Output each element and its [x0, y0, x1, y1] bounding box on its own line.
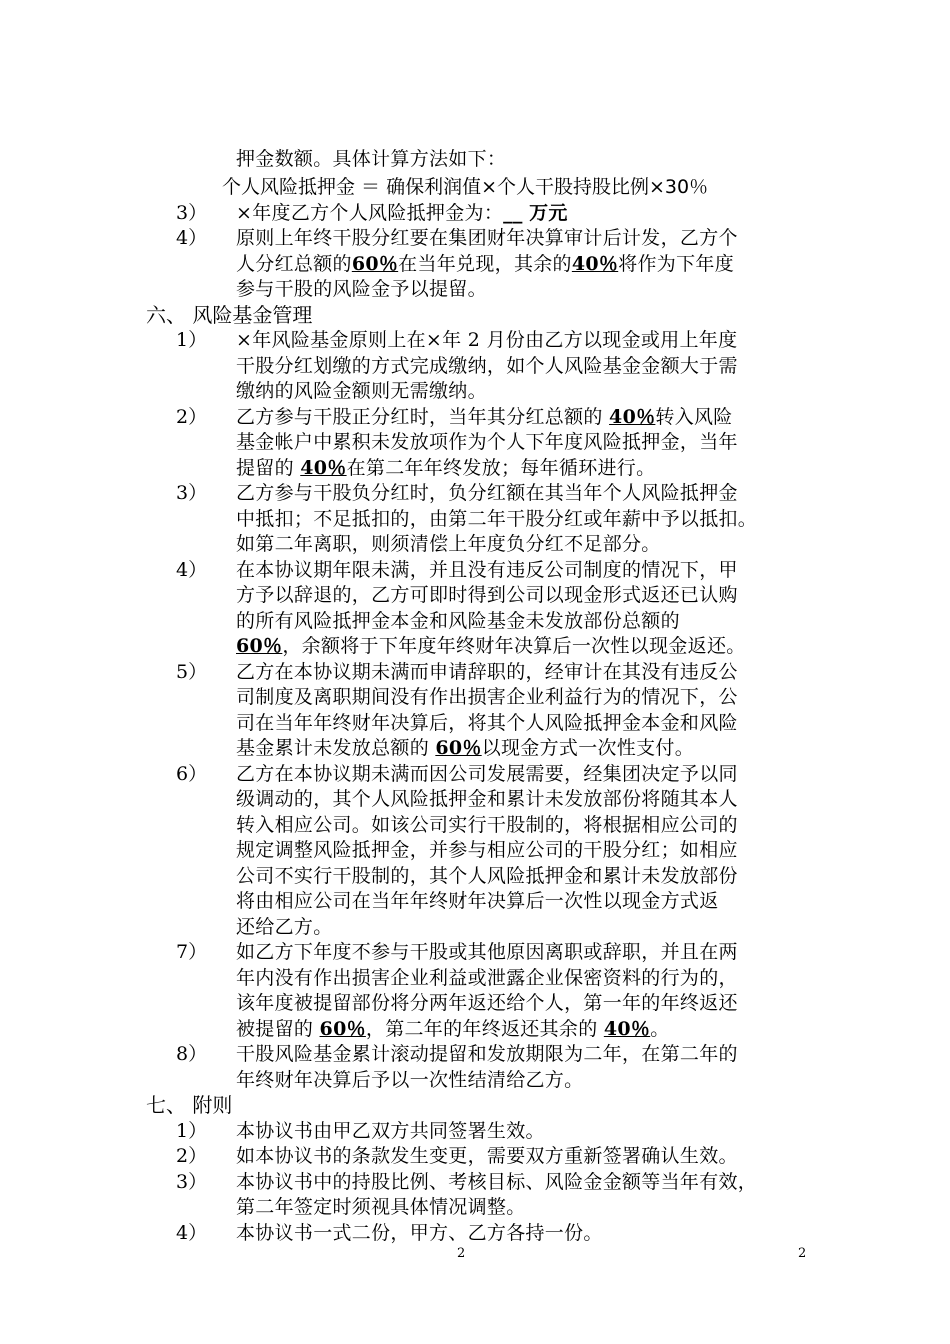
list-item-line: 司制度及离职期间没有作出损害企业利益行为的情况下，公: [236, 686, 738, 708]
formula-line: 个人风险抵押金 ＝ 确保利润值×个人干股持股比例×30％: [222, 176, 709, 198]
calc-method-line: 押金数额。具体计算方法如下：: [236, 148, 507, 170]
list-item-line: 级调动的，其个人风险抵押金和累计未发放部份将随其本人: [236, 788, 738, 810]
list-item-line: 乙方在本协议期未满而申请辞职的，经审计在其没有违反公: [236, 661, 738, 683]
list-item-line: 本协议书由甲乙双方共同签署生效。: [236, 1120, 545, 1142]
list-item-line: 中抵扣；不足抵扣的，由第二年干股分红或年薪中予以抵扣。: [236, 508, 758, 530]
list-item-line: 方予以辞退的，乙方可即时得到公司以现金形式返还已认购: [236, 584, 738, 606]
list-item-line: 还给乙方。: [236, 916, 333, 938]
list-item-line: 转入相应公司。如该公司实行干股制的，将根据相应公司的: [236, 814, 738, 836]
item-number: 2）: [176, 406, 208, 428]
list-item-line: 60％，余额将于下年度年终财年决算后一次性以现金返还。: [236, 635, 746, 657]
item-number: 8）: [176, 1043, 208, 1065]
list-item-line: 乙方参与干股正分红时，当年其分红总额的 40％转入风险: [236, 406, 733, 428]
item-number: 4）: [176, 1222, 208, 1244]
list-item-line: 提留的 40％在第二年年终发放；每年循环进行。: [236, 457, 656, 479]
item-number: 7）: [176, 941, 208, 963]
item-number: 4）: [176, 559, 208, 581]
list-item-line: 被提留的 60％，第二年的年终返还其余的 40％。: [236, 1018, 670, 1040]
list-item: ×年度乙方个人风险抵押金为：__ 万元: [236, 202, 568, 224]
list-item-line: 干股分红划缴的方式完成缴纳，如个人风险基金金额大于需: [236, 355, 738, 377]
list-item-line: ×年风险基金原则上在×年 2 月份由乙方以现金或用上年度: [236, 329, 738, 351]
page-number-right: 2: [798, 1246, 807, 1261]
item-number: 1）: [176, 329, 208, 351]
list-item-line: 干股风险基金累计滚动提留和发放期限为二年，在第二年的: [236, 1043, 738, 1065]
list-item-line: 本协议书中的持股比例、考核目标、风险金金额等当年有效，: [236, 1171, 758, 1193]
list-item-line: 的所有风险抵押金本金和风险基金未发放部份总额的: [236, 610, 680, 632]
list-item-line: 乙方参与干股负分红时，负分红额在其当年个人风险抵押金: [236, 482, 738, 504]
item-number: 5）: [176, 661, 208, 683]
item-number: 4）: [176, 227, 208, 249]
list-item-line: 基金累计未发放总额的 60％以现金方式一次性支付。: [236, 737, 694, 759]
list-item-line: 参与干股的风险金予以提留。: [236, 278, 487, 300]
list-item-line: 人分红总额的60％在当年兑现，其余的40％将作为下年度: [236, 253, 735, 275]
list-item-line: 公司不实行干股制的，其个人风险抵押金和累计未发放部份: [236, 865, 738, 887]
list-item-line: 乙方在本协议期未满而因公司发展需要，经集团决定予以同: [236, 763, 738, 785]
list-item-line: 缴纳的风险金额则无需缴纳。: [236, 380, 487, 402]
page-number-center: 2: [457, 1246, 466, 1261]
list-item-line: 年内没有作出损害企业利益或泄露企业保密资料的行为的，: [236, 967, 738, 989]
item-number: 3）: [176, 202, 208, 224]
list-item-line: 规定调整风险抵押金，并参与相应公司的干股分红；如相应: [236, 839, 738, 861]
list-item-line: 如第二年离职，则须清偿上年度负分红不足部分。: [236, 533, 661, 555]
list-item-line: 如本协议书的条款发生变更，需要双方重新签署确认生效。: [236, 1145, 738, 1167]
list-item-line: 司在当年年终财年决算后，将其个人风险抵押金本金和风险: [236, 712, 738, 734]
item-number: 3）: [176, 1171, 208, 1193]
list-item-line: 基金帐户中累积未发放项作为个人下年度风险抵押金，当年: [236, 431, 738, 453]
list-item-line: 本协议书一式二份，甲方、乙方各持一份。: [236, 1222, 603, 1244]
list-item-line: 原则上年终干股分红要在集团财年决算审计后计发，乙方个: [236, 227, 738, 249]
section-heading-6: 六、 风险基金管理: [146, 303, 313, 327]
item-number: 1）: [176, 1120, 208, 1142]
item-number: 6）: [176, 763, 208, 785]
item-number: 3）: [176, 482, 208, 504]
list-item-line: 如乙方下年度不参与干股或其他原因离职或辞职，并且在两: [236, 941, 738, 963]
list-item-line: 该年度被提留部份将分两年返还给个人，第一年的年终返还: [236, 992, 738, 1014]
list-item-line: 年终财年决算后予以一次性结清给乙方。: [236, 1069, 584, 1091]
list-item-line: 第二年签定时须视具体情况调整。: [236, 1196, 526, 1218]
list-item-line: 将由相应公司在当年年终财年决算后一次性以现金方式返: [236, 890, 719, 912]
item-number: 2）: [176, 1145, 208, 1167]
section-heading-7: 七、 附则: [146, 1093, 233, 1117]
list-item-line: 在本协议期年限未满，并且没有违反公司制度的情况下，甲: [236, 559, 738, 581]
